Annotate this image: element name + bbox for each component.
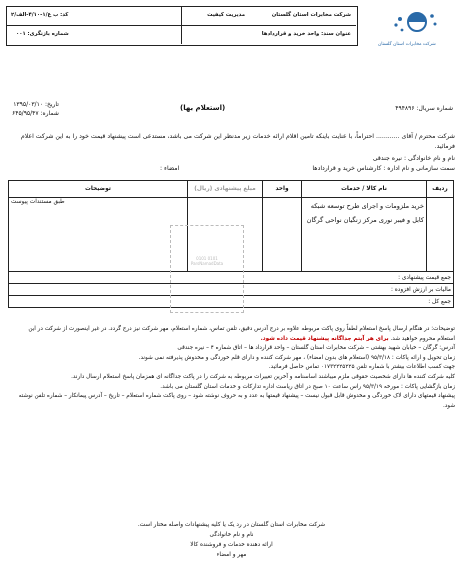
doc-code: کد: ب ع/۱-۴/۱۰-الف/۲ [11,12,69,18]
cell-unit [263,198,302,272]
note-4: جهت کسب اطلاعات بیشتر با شماره تلفن ۰۱۷۳۲۲۲۵۲۲۵ تماس حاصل فرمائید. [268,364,455,371]
note-7: پیشنهاد قیمتهای دارای لاک خوردگی و مخدوش قابل قبول نیست – پیشنهاد قیمتها به عدد و به حروف نوشته شود – روی پاکت شماره استعلام – تاریخ – آدرس پیمانکار – شماره تلفن نوشته شود. [18,393,455,409]
company-name: شرکت مخابرات استان گلستان [271,12,351,18]
note-emphasis: برای هر آیتم جداگانه پیشنهاد قیمت داده شود. [260,335,389,342]
company-logo [362,6,457,66]
col-price: مبلغ پیشنهادی (ریال) [188,181,263,198]
col-desc: توضیحات [9,181,188,198]
revision-number: شماره بازنگری: ۰۰۱ [16,31,69,37]
watermark-stamp: 0101 0101 ParsNamadData [170,225,244,313]
cell-item: خرید ملزومات و اجرای طرح توسعه شبکه کابل و فیبر نوری مرکز زنگیان نواحی گرگان [302,198,427,272]
note-1-text: توضیحات: در هنگام ارسال پاسخ استعلام لطفاً روی پاکت مربوطه علاوه بر درج آدرس دقیق، تلفن تماس، شماره استعلام، مهر شرکت نیز درج گردد. در غیر اینصورت از شرکت در این استعلام محروم خواهید شد. [28,326,455,342]
header-divider-h [6,25,356,26]
note-3: زمان تحویل و ارائه پاکات : ۹۵/۳/۱۸ (استعلام های بدون امضاء) ، مهر شرکت کننده و دارای قلم خوردگی و مخدوش پذیرفته نمی شوند. [138,354,455,361]
intro-paragraph: شرکت محترم / آقای ............ احتراماً، با عنایت باینکه تامین اقلام ارائه خدمات زیر مدنظر این شرکت می باشد، مستدعی است پیشنهاد قیمت خود را به این شرکت اعلام فرمائید. [20,133,455,150]
note-6: زمان بازگشایی پاکات : مورخه ۹۵/۳/۱۹ راس ساعت ۱۰ صبح در اتاق ریاست اداره تدارکات و خدمات استان گلستان می باشد. [160,383,455,390]
role-text: سمت سازمانی و نام اداره : کارشناس خرید و قراردادها [312,165,455,172]
signature-label: امضاء : [160,165,180,172]
table-header-row [9,181,454,198]
footer-line-3: ارائه دهنده خدمات و فروشنده کالا [190,542,273,548]
grand-total-label: جمع کل : [9,296,454,308]
note-1 [9,325,455,344]
name-line: نام و نام خانوادگی : نیره جندقی [372,155,455,162]
role-line [15,164,455,174]
date-block [12,100,59,118]
note-5: کلیه شرکت کننده ها دارای شخصیت حقوقی ملزم میباشند اساسنامه و آخرین تغییرات مربوطه به شرکت را در پاکت جداگانه ای همزمان پاسخ استعلام ارسال دارند. [71,373,455,380]
vat-label: مالیات بر ارزش افزوده : [9,284,454,296]
serial-number: شماره سریال: ۴۹۴۸۹۶ [395,105,453,112]
cell-row [427,198,454,272]
total-label: جمع قیمت پیشنهادی : [9,272,454,284]
footer-line-1: شرکت مخابرات استان گلستان در رد یک یا کلیه پیشنهادات واصله مختار است. [137,522,326,528]
department-name: مدیریت کیفیت [207,12,245,18]
footer-line-4: مهر و امضاء [216,552,247,558]
col-unit: واحد [263,181,302,198]
col-row: ردیف [427,181,454,198]
date: تاریخ: ۱۳۹۵/۰۳/۱۰ [13,101,59,108]
document-header [6,6,457,68]
notes-section [9,325,455,411]
page-title: (استعلام بها) [180,104,226,112]
logo-caption: شرکت مخابرات استان گلستان [378,42,436,47]
doc-title: عنوان سند: واحد خرید و قراردادها [261,31,351,37]
cell-note: طبق مستندات پیوست [9,198,188,272]
footer-line-2: نام و نام خانوادگی [209,532,254,538]
col-item: نام کالا / خدمات [302,181,427,198]
note-2: آدرس: گرگان – خیابان شهید بهشتی – شرکت مخابرات استان گلستان – واحد قرارداد ها – اتاق شماره ۴ – نیره جندقی [177,345,455,352]
footer [0,520,463,560]
letter-number: شماره: ۶۴۵/۹۵/۴۷ [12,110,59,117]
